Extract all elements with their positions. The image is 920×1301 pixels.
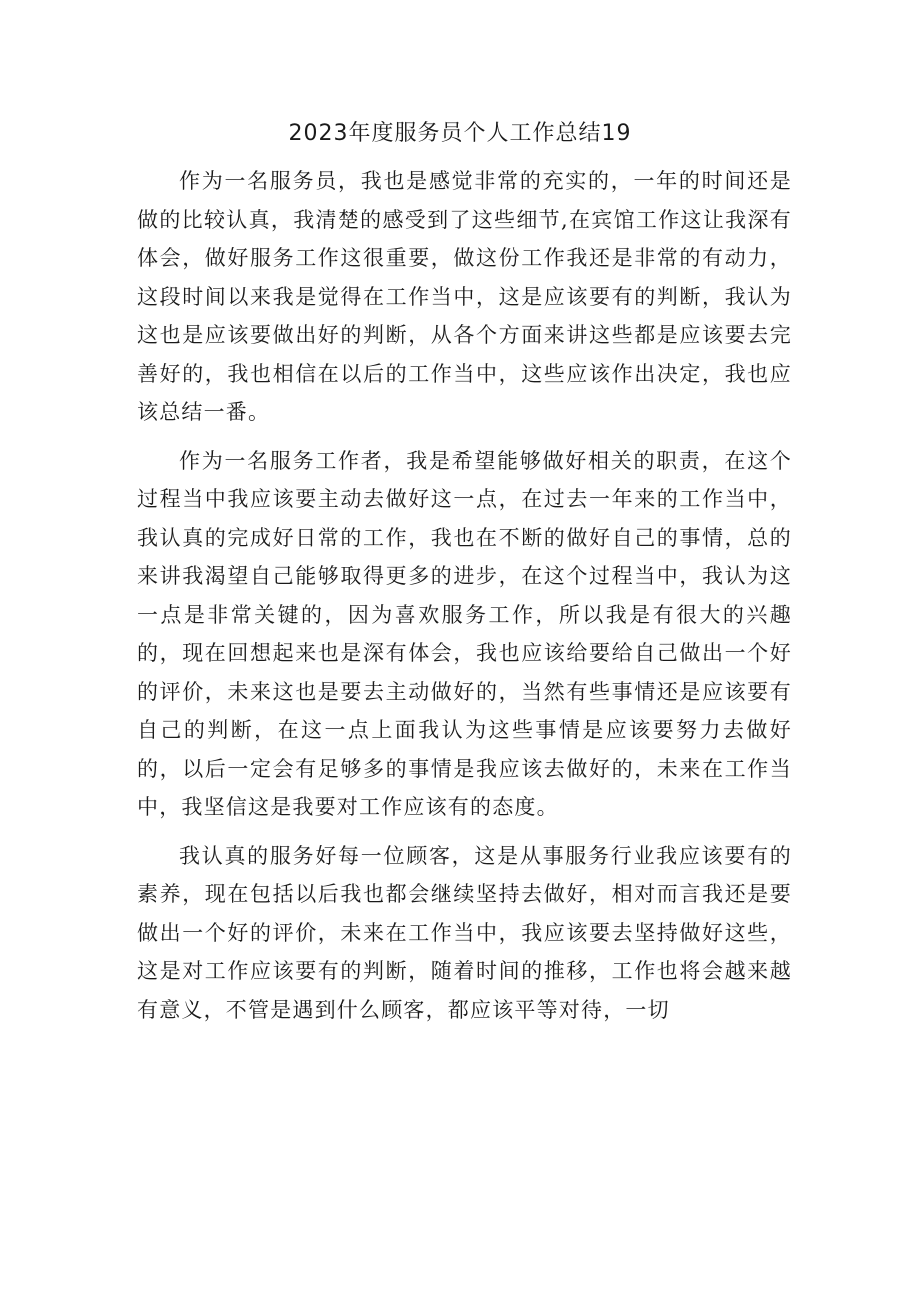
- paragraph-3: 我认真的服务好每一位顾客，这是从事服务行业我应该要有的素养，现在包括以后我也都会继续坚持去做好，相对而言我还是要做出一个好的评价，未来在工作当中，我应该要去坚持做好这些，这是对工作应该要有的判断，随着时间的推移，工作也将会越来越有意义，不管是遇到什么顾客，都应该平等对待，一切: [137, 843, 792, 1022]
- document-body: [137, 162, 792, 1039]
- paragraph-1: 作为一名服务员，我也是感觉非常的充实的，一年的时间还是做的比较认真，我清楚的感受到了这些细节,在宾馆工作这让我深有体会，做好服务工作这很重要，做这份工作我还是非常的有动力，这段时间以来我是觉得在工作当中，这是应该要有的判断，我认为这也是应该要做出好的判断，从各个方面来讲这些都是应该要去完善好的，我也相信在以后的工作当中，这些应该作出决定，我也应该总结一番。: [137, 169, 792, 424]
- paragraph-2: 作为一名服务工作者，我是希望能够做好相关的职责，在这个过程当中我应该要主动去做好这一点，在过去一年来的工作当中，我认真的完成好日常的工作，我也在不断的做好自己的事情，总的来讲我渴望自己能够取得更多的进步，在这个过程当中，我认为这一点是非常关键的，因为喜欢服务工作，所以我是有很大的兴趣的，现在回想起来也是深有体会，我也应该给要给自己做出一个好的评价，未来这也是要去主动做好的，当然有些事情还是应该要有自己的判断，在这一点上面我认为这些事情是应该要努力去做好的，以后一定会有足够多的事情是我应该去做好的，未来在工作当中，我坚信这是我要对工作应该有的态度。: [137, 448, 792, 819]
- document-title: 2023年度服务员个人工作总结19: [288, 121, 632, 146]
